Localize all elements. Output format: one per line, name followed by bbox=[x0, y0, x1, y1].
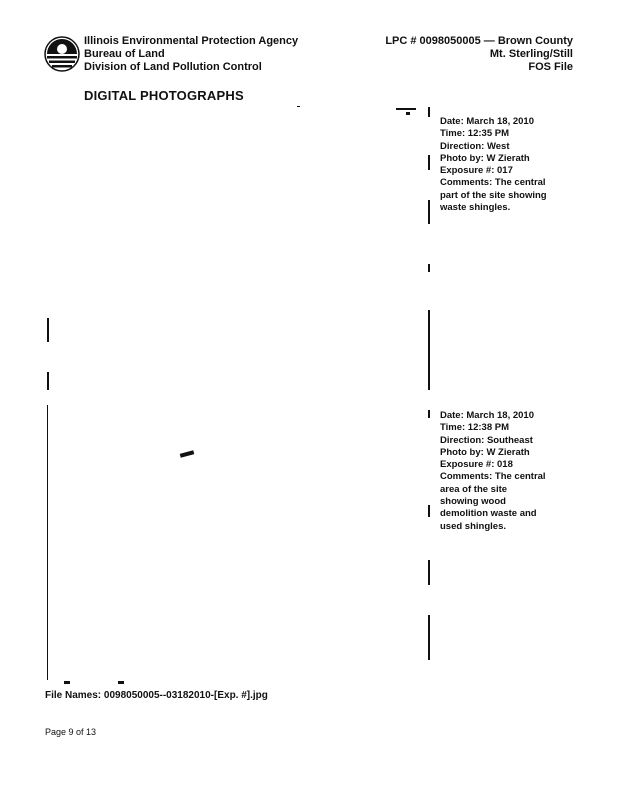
photo-frame-mark bbox=[428, 560, 430, 585]
photo-frame-mark bbox=[180, 450, 195, 457]
iepa-seal-icon bbox=[44, 36, 80, 72]
file-type: FOS File bbox=[528, 61, 573, 73]
photo-frame-mark bbox=[47, 318, 49, 342]
photo-frame-mark bbox=[406, 112, 410, 115]
photo-time: Time: 12:38 PM bbox=[440, 422, 509, 434]
photo-frame-mark bbox=[428, 155, 430, 170]
photo-by: Photo by: W Zierath bbox=[440, 152, 530, 164]
photo-comments: showing wood bbox=[440, 496, 506, 508]
photo-frame-mark bbox=[428, 505, 430, 517]
agency-block bbox=[84, 35, 298, 74]
photo-frame-mark bbox=[428, 410, 430, 418]
photo-date: Date: March 18, 2010 bbox=[440, 116, 534, 127]
photo-frame-mark bbox=[428, 615, 430, 660]
section-title: DIGITAL PHOTOGRAPHS bbox=[84, 88, 244, 103]
photo-comments: area of the site bbox=[440, 483, 508, 495]
lpc-block bbox=[385, 35, 573, 74]
photo-frame-mark bbox=[428, 264, 430, 272]
photo-frame-mark bbox=[64, 681, 70, 684]
photo-comments: Comments: The central bbox=[440, 471, 546, 483]
file-names: File Names: 0098050005--03182010-[Exp. #].jpg bbox=[45, 690, 268, 701]
photo-exposure: Exposure #: 018 bbox=[440, 459, 513, 471]
photo-date: Date: March 18, 2010 bbox=[440, 410, 534, 421]
agency-name: Illinois Environmental Protection Agency bbox=[84, 35, 299, 47]
photo-frame-mark bbox=[396, 108, 416, 110]
photo-direction: Direction: West bbox=[440, 140, 510, 152]
bureau-name: Bureau of Land bbox=[84, 48, 165, 60]
division-name: Division of Land Pollution Control bbox=[84, 61, 262, 73]
photo-info-018 bbox=[440, 410, 580, 533]
photo-frame-mark bbox=[118, 681, 124, 684]
photo-comments: used shingles. bbox=[440, 520, 506, 532]
photo-frame-mark bbox=[428, 107, 430, 117]
photo-frame-mark bbox=[428, 200, 430, 224]
photo-time: Time: 12:35 PM bbox=[440, 128, 509, 140]
photo-comments: part of the site showing bbox=[440, 189, 547, 201]
photo-direction: Direction: Southeast bbox=[440, 434, 533, 446]
photo-info-017 bbox=[440, 116, 580, 214]
page-number: Page 9 of 13 bbox=[45, 727, 97, 737]
photo-frame-mark bbox=[428, 310, 430, 390]
photo-exposure: Exposure #: 017 bbox=[440, 165, 513, 177]
lpc-number: LPC # 0098050005 — Brown County bbox=[385, 35, 573, 47]
photo-comments: waste shingles. bbox=[440, 202, 511, 214]
site-name: Mt. Sterling/Still bbox=[489, 48, 573, 60]
photo-comments: Comments: The central bbox=[440, 177, 546, 189]
photo-comments: demolition waste and bbox=[440, 508, 537, 520]
photo-frame-mark bbox=[47, 405, 48, 680]
photo-frame-mark bbox=[297, 106, 300, 107]
iepa-logo bbox=[44, 36, 80, 72]
photo-frame-mark bbox=[47, 372, 49, 390]
photo-by: Photo by: W Zierath bbox=[440, 446, 530, 458]
